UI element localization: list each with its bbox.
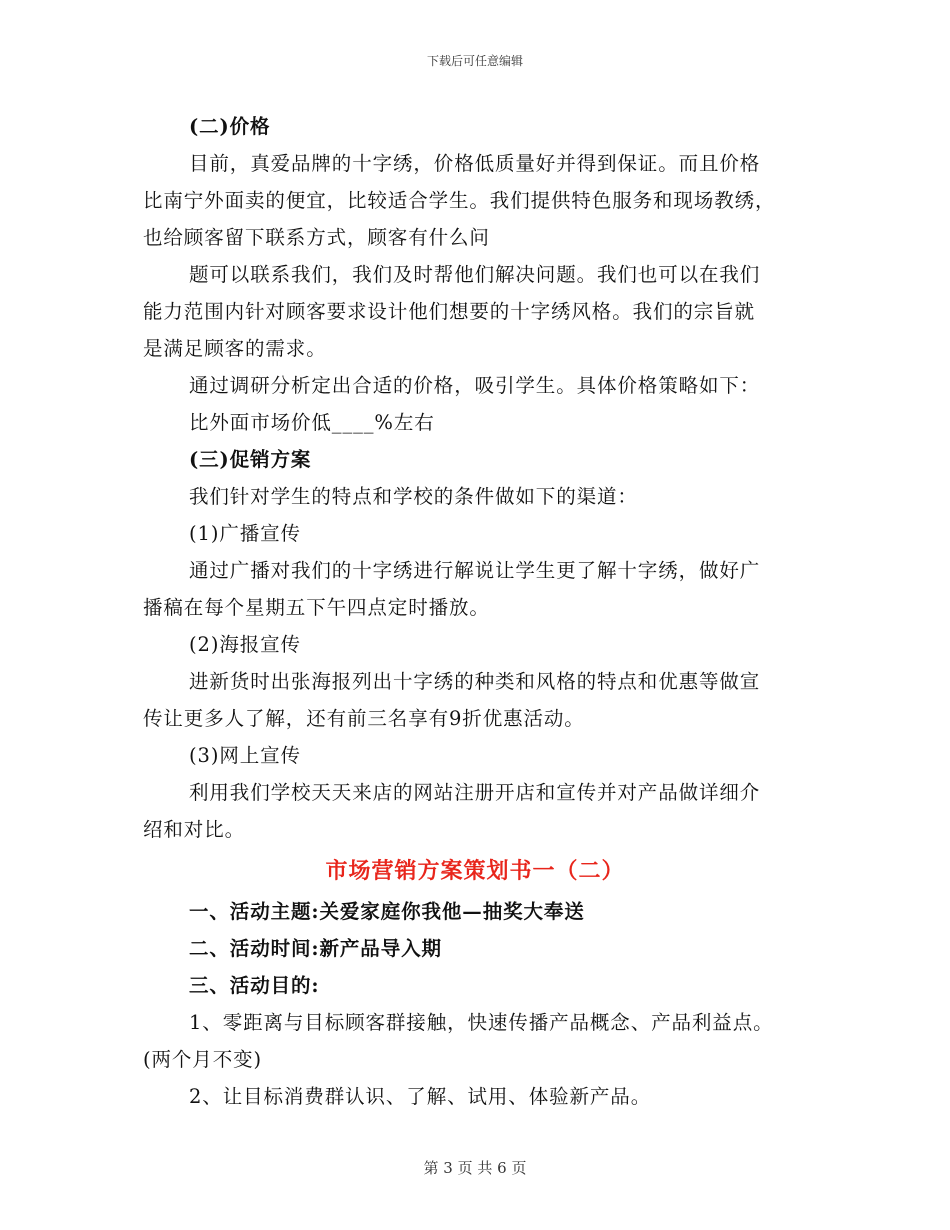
paragraph-line: 也给顾客留下联系方式，顾客有什么问	[143, 226, 490, 249]
paragraph-line: 播稿在每个星期五下午四点定时播放。	[143, 596, 490, 619]
activity-purpose: 三、活动目的:	[189, 974, 320, 997]
paragraph-line: 通过调研分析定出合适的价格，吸引学生。具体价格策略如下：	[189, 374, 761, 397]
heading-price: (二)价格	[189, 115, 271, 138]
paragraph-line: 进新货时出张海报列出十字绣的种类和风格的特点和优惠等做宣	[189, 670, 761, 693]
paragraph-line: (两个月不变)	[143, 1048, 263, 1071]
paragraph-line: 利用我们学校天天来店的网站注册开店和宣传并对产品做详细介	[189, 781, 761, 804]
activity-theme: 一、活动主题:关爱家庭你我他—抽奖大奉送	[189, 900, 585, 923]
paragraph-line: 能力范围内针对顾客要求设计他们想要的十字绣风格。我们的宗旨就	[143, 300, 756, 323]
subheading-poster: (2)海报宣传	[189, 633, 301, 656]
activity-time: 二、活动时间:新产品导入期	[189, 937, 442, 960]
subheading-online: (3)网上宣传	[189, 744, 301, 767]
paragraph-line: 是满足顾客的需求。	[143, 337, 327, 360]
subheading-radio: (1)广播宣传	[189, 522, 301, 545]
paragraph-line: 绍和对比。	[143, 818, 246, 841]
paragraph-line: 比外面市场价低____%左右	[189, 411, 435, 434]
paragraph-line: 通过广播对我们的十字绣进行解说让学生更了解十字绣，做好广	[189, 559, 761, 582]
section-title: 市场营销方案策划书一（二）	[325, 858, 625, 884]
paragraph-line: 题可以联系我们，我们及时帮他们解决问题。我们也可以在我们	[189, 263, 761, 286]
paragraph-line: 比南宁外面卖的便宜，比较适合学生。我们提供特色服务和现场教绣，	[143, 189, 776, 212]
paragraph-line: 2、让目标消费群认识、了解、试用、体验新产品。	[189, 1085, 652, 1108]
heading-promotion: (三)促销方案	[189, 448, 312, 471]
paragraph-line: 传让更多人了解，还有前三名享有9折优惠活动。	[143, 707, 585, 730]
page-header: 下载后可任意编辑	[426, 54, 523, 68]
paragraph-line: 我们针对学生的特点和学校的条件做如下的渠道：	[189, 485, 638, 508]
page-footer: 第 3 页 共 6 页	[423, 1159, 527, 1177]
paragraph-line: 目前，真爱品牌的十字绣，价格低质量好并得到保证。而且价格	[189, 152, 761, 175]
paragraph-line: 1、零距离与目标顾客群接触，快速传播产品概念、产品利益点。	[189, 1011, 774, 1034]
